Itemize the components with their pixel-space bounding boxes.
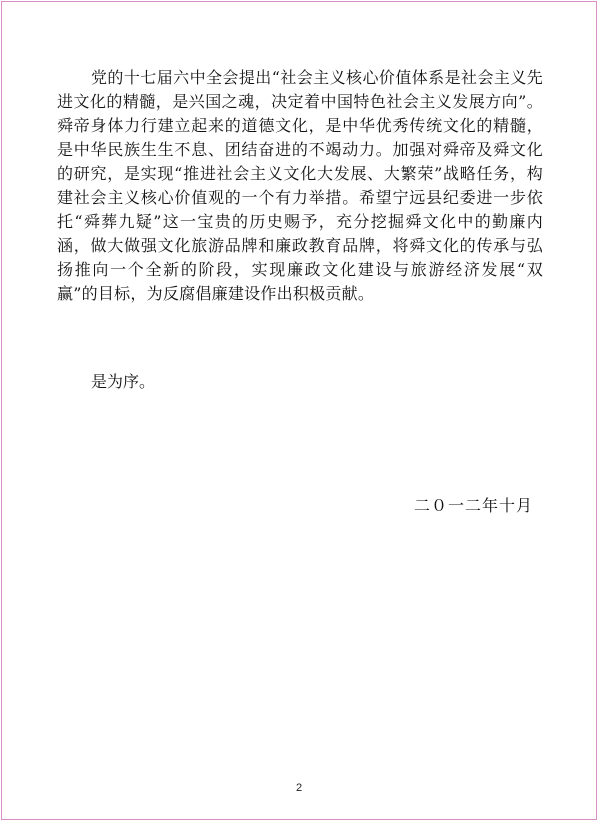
page-number: 2 [295,782,303,794]
preface-date: 二０一二年十月 [413,496,533,515]
preface-closing: 是为序。 [91,372,156,391]
preface-paragraph: 党的十七届六中全会提出“社会主义核心价值体系是社会主义先进文化的精髓，是兴国之魂，决定着中国特色社会主义发展方向”。舜帝身体力行建立起来的道德文化，是中华优秀传统文化的精髓，是中华民族生生不息、团结奋进的不竭动力。加强对舜帝及舜文化的研究，是实现“推进社会主义文化大发展、大繁荣”战略任务，构建社会主义核心价值观的一个有力举措。希望宁远县纪委进一步依托“舜葬九疑”这一宝贵的历史赐予，充分挖掘舜文化中的勤廉内涵，做大做强文化旅游品牌和廉政教育品牌，将舜文化的传承与弘扬推向一个全新的阶段，实现廉政文化建设与旅游经济发展“双赢”的目标，为反腐倡廉建设作出积极贡献。 [57,68,543,303]
document-page [1,1,597,820]
preface-body [57,66,543,316]
